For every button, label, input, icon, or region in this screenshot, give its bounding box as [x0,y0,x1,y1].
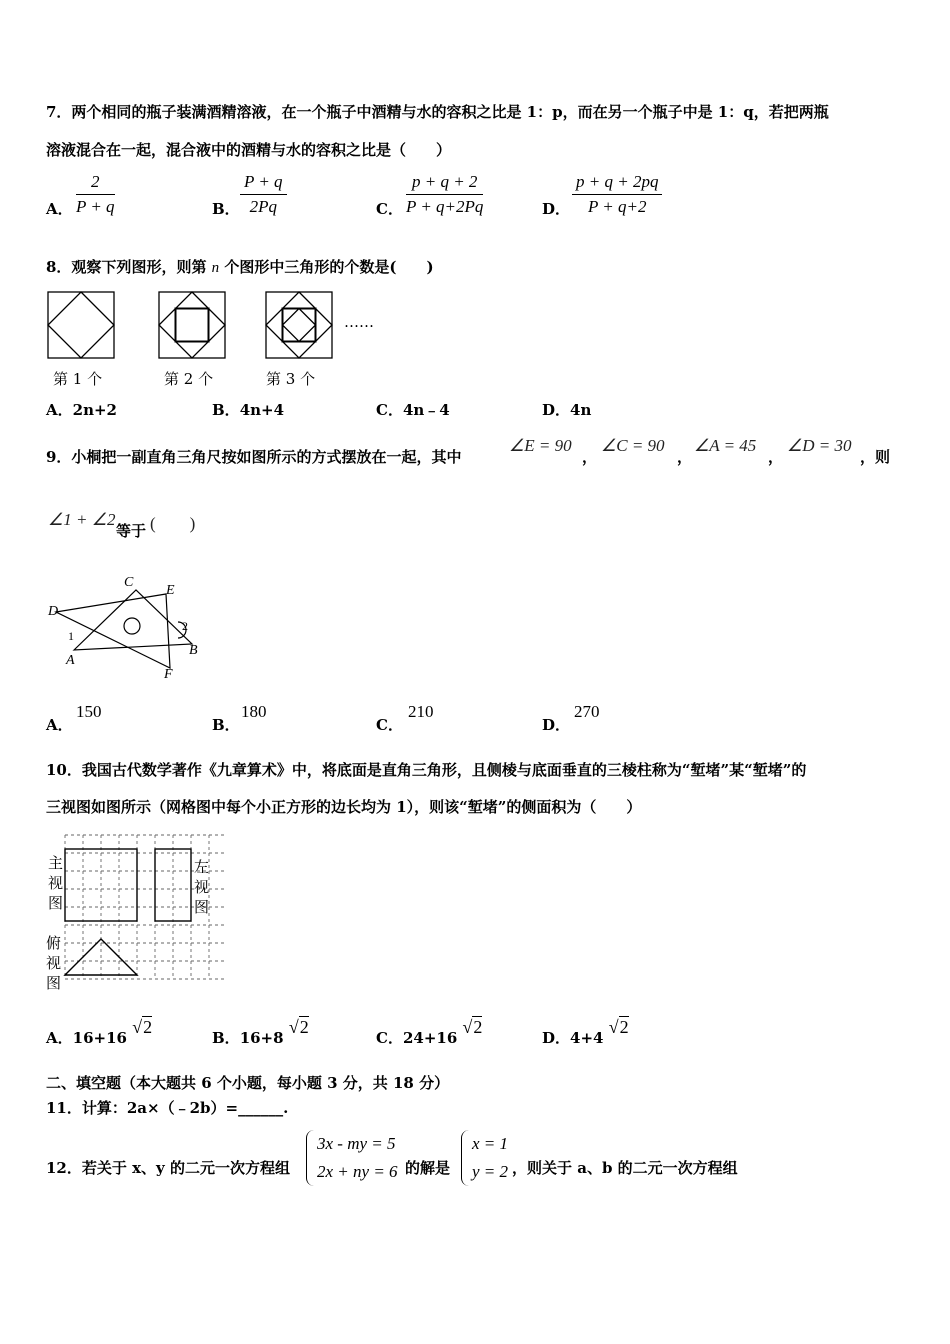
q8-fig2-diamond [159,292,225,358]
q12-sol2: y = 2 [472,1162,509,1181]
section-2-heading: 二、填空题（本大题共 6 个小题，每小题 3 分，共 18 分） [46,1074,450,1092]
q8-option-c-label: C． [376,401,403,419]
q10-option-b[interactable] [212,1017,309,1048]
q7-d-denominator: P + q+2 [587,197,647,216]
q10-option-d-text: 4+4 [570,1029,604,1047]
q10-line1: 10．我国古代数学著作《九章算术》中，将底面是直角三角形，且侧棱与底面垂直的三棱柱称为“堑堵”某“堑堵”的 [46,761,807,779]
q8-option-d[interactable] [542,400,591,420]
q7-option-d-fraction [572,172,662,217]
q10-option-c-sqrt: √2 [462,1017,483,1037]
q12-text-b: 的解是 [405,1159,451,1177]
q9-option-d-value: 270 [574,702,600,721]
q9-angle-c: ∠C = 90 [601,436,665,455]
q10-option-d-sqrt: √2 [608,1017,629,1037]
q9-label-d: D [48,604,59,619]
q8-stem-n: n [211,260,220,276]
q9-label-e: E [166,583,175,598]
q8-option-b[interactable] [212,400,284,420]
q7-c-numerator: p + q + 2 [406,172,483,195]
q9-end: ，则 [860,448,891,466]
q9-angle-sum: ∠1 + ∠2 [48,510,116,529]
q7-option-c-fraction [406,172,483,217]
q10-option-a-sqrt: √2 [132,1017,153,1037]
q7-option-d-label[interactable]: D． [542,200,571,218]
q10-option-d-label: D． [542,1029,571,1047]
q8-fig2-inner-square [176,309,209,342]
q9-sep-2: ， [677,448,693,466]
q8-ellipsis: …… [344,313,374,331]
q12-text-c: ，则关于 a、b 的二元一次方程组 [512,1159,738,1177]
q7-option-a-fraction [76,172,115,217]
q9-stem: 9．小桐把一副直角三角尺按如图所示的方式摆放在一起，其中 [46,448,462,466]
q10-option-d[interactable] [542,1017,629,1048]
q9-label-f: F [164,667,173,682]
q8-option-c[interactable] [376,400,450,420]
q9-option-b-label[interactable]: B． [212,716,240,734]
q10-line2: 三视图如图所示（网格图中每个小正方形的边长均为 1），则该“堑堵”的侧面积为（ ） [46,798,642,816]
q8-option-d-text: 4n [570,401,592,419]
q8-option-a-label: A． [46,401,73,419]
q9-option-a-value: 150 [76,702,102,721]
q9-label-1: 1 [68,629,74,643]
q8-stem [46,257,434,278]
q10-top-char-2: 视 [46,956,62,972]
q9-label-b: B [189,643,198,658]
q7-line2: 溶液混合在一起，混合液中的酒精与水的容积之比是（ ） [46,141,452,159]
q9-center-circle [124,618,140,634]
q10-three-views-figure [44,832,224,998]
q8-option-d-label: D． [542,401,571,419]
q7-option-a-label[interactable]: A． [46,200,73,218]
q7-b-denominator: 2Pq [249,197,277,216]
q9-paren: ( ) [150,514,196,533]
q9-angle-e: ∠E = 90 [509,436,572,455]
q9-option-c-label[interactable]: C． [376,716,403,734]
q9-angle-d: ∠D = 30 [787,436,852,455]
q12-text-a: 12．若关于 x、y 的二元一次方程组 [46,1159,290,1177]
q8-fig3-outer-square [266,292,332,358]
q10-left-char-3: 图 [194,900,210,916]
q8-option-c-text: 4n﹣4 [402,401,450,419]
q12-sol1: x = 1 [472,1134,509,1153]
q10-top-char-3: 图 [46,976,62,992]
q8-fig1-diamond [48,292,114,358]
q8-option-a[interactable] [46,400,117,420]
q8-option-a-text: 2n+2 [72,401,117,419]
q7-option-b-fraction [240,172,287,217]
q8-caption-1: 第 1 个 [53,370,103,388]
q9-sep-3: ， [768,448,784,466]
q12-equation-system [306,1130,398,1186]
q12-eq1: 3x - my = 5 [317,1134,396,1153]
q10-option-c-label: C． [376,1029,403,1047]
q8-stem-b: 个图形中三角形的个数是( ) [219,258,434,276]
q10-left-char-1: 左 [194,860,210,876]
q10-front-char-1: 主 [48,856,64,872]
q10-option-b-label: B． [212,1029,240,1047]
q8-stem-a: 8．观察下列图形，则第 [46,258,212,276]
q9-option-a-label[interactable]: A． [46,716,73,734]
q9-label-2: 2 [182,619,188,633]
q7-d-numerator: p + q + 2pq [572,172,662,195]
q12-solution-system [461,1130,508,1186]
q12-eq2: 2x + ny = 6 [317,1162,398,1181]
q7-option-c-label[interactable]: C． [376,200,403,218]
q10-option-c-text: 24+16 [402,1029,458,1047]
q7-a-denominator: P + q [76,197,115,216]
q10-option-a-radicand: 2 [143,1017,153,1037]
q9-label-a: A [66,653,75,668]
q10-option-c[interactable] [376,1017,483,1048]
q9-triangles-figure [44,572,214,682]
q8-fig3-inner-square [283,309,316,342]
q10-front-char-2: 视 [48,876,64,892]
q10-option-c-radicand: 2 [473,1017,483,1037]
q9-sep-1: ， [582,448,598,466]
q10-option-a-text: 16+16 [72,1029,127,1047]
q8-caption-3: 第 3 个 [266,370,316,388]
q10-option-a-label: A． [46,1029,73,1047]
q7-option-b-label[interactable]: B． [212,200,240,218]
q8-caption-2: 第 2 个 [164,370,214,388]
q8-fig3-inner-diamond [283,309,316,342]
q10-top-char-1: 俯 [46,936,62,952]
q10-option-b-radicand: 2 [299,1017,309,1037]
q9-option-d-label[interactable]: D． [542,716,571,734]
q7-b-numerator: P + q [240,172,287,195]
q9-option-c-value: 210 [408,702,434,721]
q7-c-denominator: P + q+2Pq [406,197,484,216]
q9-angle-a: ∠A = 45 [694,436,757,455]
q11-text: 11．计算：2a×（﹣2b）=______. [46,1099,289,1117]
q8-fig3-diamond [266,292,332,358]
q7-a-numerator: 2 [76,172,115,195]
q8-squares-figure [46,290,346,362]
q8-option-b-label: B． [212,401,240,419]
q9-label-c: C [124,575,134,590]
q10-left-char-2: 视 [194,880,210,896]
q10-option-b-sqrt: √2 [288,1017,309,1037]
q10-front-char-3: 图 [48,896,64,912]
q10-option-d-radicand: 2 [619,1017,629,1037]
q9-equals-text: 等于 [116,522,147,540]
q8-fig2-outer-square [159,292,225,358]
q10-option-a[interactable] [46,1017,153,1048]
q8-fig1-outer-square [48,292,114,358]
q8-option-b-text: 4n+4 [239,401,285,419]
q7-line1: 7．两个相同的瓶子装满酒精溶液，在一个瓶子中酒精与水的容积之比是 1：p，而在另一个瓶子中是 1：q，若把两瓶 [46,103,829,121]
q10-option-b-text: 16+8 [239,1029,284,1047]
q9-option-b-value: 180 [241,702,267,721]
